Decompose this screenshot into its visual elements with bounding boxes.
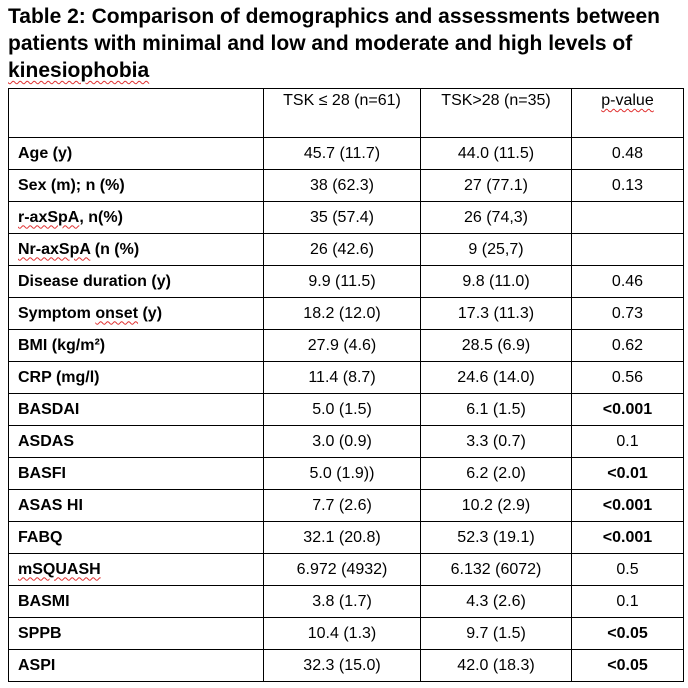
cell-p-value: 0.1 — [572, 426, 684, 458]
row-label: Nr-axSpA (n (%) — [9, 234, 264, 266]
cell-p-value: 0.1 — [572, 586, 684, 618]
table-body — [9, 89, 684, 682]
cell-p-value: <0.01 — [572, 458, 684, 490]
cell-tsk-low: 5.0 (1.5) — [264, 394, 421, 426]
cell-tsk-low: 3.0 (0.9) — [264, 426, 421, 458]
row-label: BASDAI — [9, 394, 264, 426]
table-row — [9, 522, 684, 554]
cell-tsk-low: 18.2 (12.0) — [264, 298, 421, 330]
cell-p-value: <0.05 — [572, 618, 684, 650]
cell-tsk-high: 9.8 (11.0) — [421, 266, 572, 298]
cell-p-value: 0.56 — [572, 362, 684, 394]
cell-tsk-high: 42.0 (18.3) — [421, 650, 572, 682]
spellcheck-mark: onset — [95, 304, 139, 322]
table-row — [9, 170, 684, 202]
cell-tsk-low: 38 (62.3) — [264, 170, 421, 202]
cell-tsk-high: 17.3 (11.3) — [421, 298, 572, 330]
row-label: Disease duration (y) — [9, 266, 264, 298]
table-row — [9, 490, 684, 522]
comparison-table — [8, 88, 684, 682]
cell-tsk-low: 11.4 (8.7) — [264, 362, 421, 394]
cell-tsk-low: 26 (42.6) — [264, 234, 421, 266]
row-label: ASAS HI — [9, 490, 264, 522]
table-row — [9, 554, 684, 586]
cell-tsk-low: 32.3 (15.0) — [264, 650, 421, 682]
row-label: ASPI — [9, 650, 264, 682]
table-caption — [8, 3, 688, 84]
table-row — [9, 458, 684, 490]
cell-tsk-high: 27 (77.1) — [421, 170, 572, 202]
cell-p-value: 0.62 — [572, 330, 684, 362]
cell-tsk-high: 52.3 (19.1) — [421, 522, 572, 554]
table-row — [9, 650, 684, 682]
cell-tsk-high: 3.3 (0.7) — [421, 426, 572, 458]
cell-p-value — [572, 234, 684, 266]
cell-p-value: <0.05 — [572, 650, 684, 682]
table-row — [9, 586, 684, 618]
cell-tsk-high: 6.2 (2.0) — [421, 458, 572, 490]
caption-word-kinesiophobia: kinesiophobia — [8, 59, 150, 82]
cell-tsk-high: 6.1 (1.5) — [421, 394, 572, 426]
row-label — [9, 554, 264, 586]
cell-p-value: <0.001 — [572, 522, 684, 554]
cell-tsk-low: 5.0 (1.9)) — [264, 458, 421, 490]
cell-p-value: 0.46 — [572, 266, 684, 298]
cell-tsk-low: 10.4 (1.3) — [264, 618, 421, 650]
cell-p-value: <0.001 — [572, 394, 684, 426]
row-label: CRP (mg/l) — [9, 362, 264, 394]
header-row — [9, 89, 684, 138]
cell-p-value: 0.13 — [572, 170, 684, 202]
row-label: Sex (m); n (%) — [9, 170, 264, 202]
cell-tsk-low: 6.972 (4932) — [264, 554, 421, 586]
cell-p-value: 0.48 — [572, 138, 684, 170]
table-row — [9, 202, 684, 234]
header-tsk-high: TSK>28 (n=35) — [421, 89, 572, 138]
spellcheck-mark: mSQUASH — [18, 560, 101, 578]
cell-tsk-high: 6.132 (6072) — [421, 554, 572, 586]
row-label: BMI (kg/m²) — [9, 330, 264, 362]
table-row — [9, 234, 684, 266]
cell-tsk-low: 35 (57.4) — [264, 202, 421, 234]
table-row — [9, 138, 684, 170]
row-label: ASDAS — [9, 426, 264, 458]
row-label: SPPB — [9, 618, 264, 650]
table-row — [9, 394, 684, 426]
spellcheck-mark: r-axSpA — [18, 208, 80, 226]
header-p-value — [572, 89, 684, 138]
cell-p-value: 0.5 — [572, 554, 684, 586]
table-row — [9, 362, 684, 394]
table-row — [9, 330, 684, 362]
row-label: Age (y) — [9, 138, 264, 170]
cell-tsk-low: 32.1 (20.8) — [264, 522, 421, 554]
row-label: FABQ — [9, 522, 264, 554]
row-label: Symptom onset (y) — [9, 298, 264, 330]
header-tsk-low: TSK ≤ 28 (n=61) — [264, 89, 421, 138]
cell-tsk-low: 45.7 (11.7) — [264, 138, 421, 170]
table-row — [9, 618, 684, 650]
cell-tsk-high: 26 (74,3) — [421, 202, 572, 234]
cell-tsk-low: 27.9 (4.6) — [264, 330, 421, 362]
cell-p-value: 0.73 — [572, 298, 684, 330]
cell-tsk-low: 7.7 (2.6) — [264, 490, 421, 522]
cell-tsk-high: 24.6 (14.0) — [421, 362, 572, 394]
table-row — [9, 298, 684, 330]
caption-line-3 — [8, 57, 688, 84]
row-label: r-axSpA, n(%) — [9, 202, 264, 234]
cell-tsk-high: 9 (25,7) — [421, 234, 572, 266]
cell-tsk-high: 44.0 (11.5) — [421, 138, 572, 170]
caption-line-2: patients with minimal and low and moderate and high levels of — [8, 32, 633, 55]
cell-tsk-high: 9.7 (1.5) — [421, 618, 572, 650]
table-row — [9, 266, 684, 298]
cell-p-value — [572, 202, 684, 234]
spellcheck-mark: Nr-axSpA — [18, 240, 91, 258]
table-row — [9, 426, 684, 458]
cell-tsk-high: 28.5 (6.9) — [421, 330, 572, 362]
row-label: BASMI — [9, 586, 264, 618]
cell-tsk-high: 10.2 (2.9) — [421, 490, 572, 522]
cell-p-value: <0.001 — [572, 490, 684, 522]
header-p-value-text: p-value — [601, 92, 654, 109]
cell-tsk-high: 4.3 (2.6) — [421, 586, 572, 618]
header-empty-cell — [9, 89, 264, 138]
caption-line-1: Table 2: Comparison of demographics and assessments between — [8, 5, 660, 28]
cell-tsk-low: 3.8 (1.7) — [264, 586, 421, 618]
cell-tsk-low: 9.9 (11.5) — [264, 266, 421, 298]
row-label: BASFI — [9, 458, 264, 490]
